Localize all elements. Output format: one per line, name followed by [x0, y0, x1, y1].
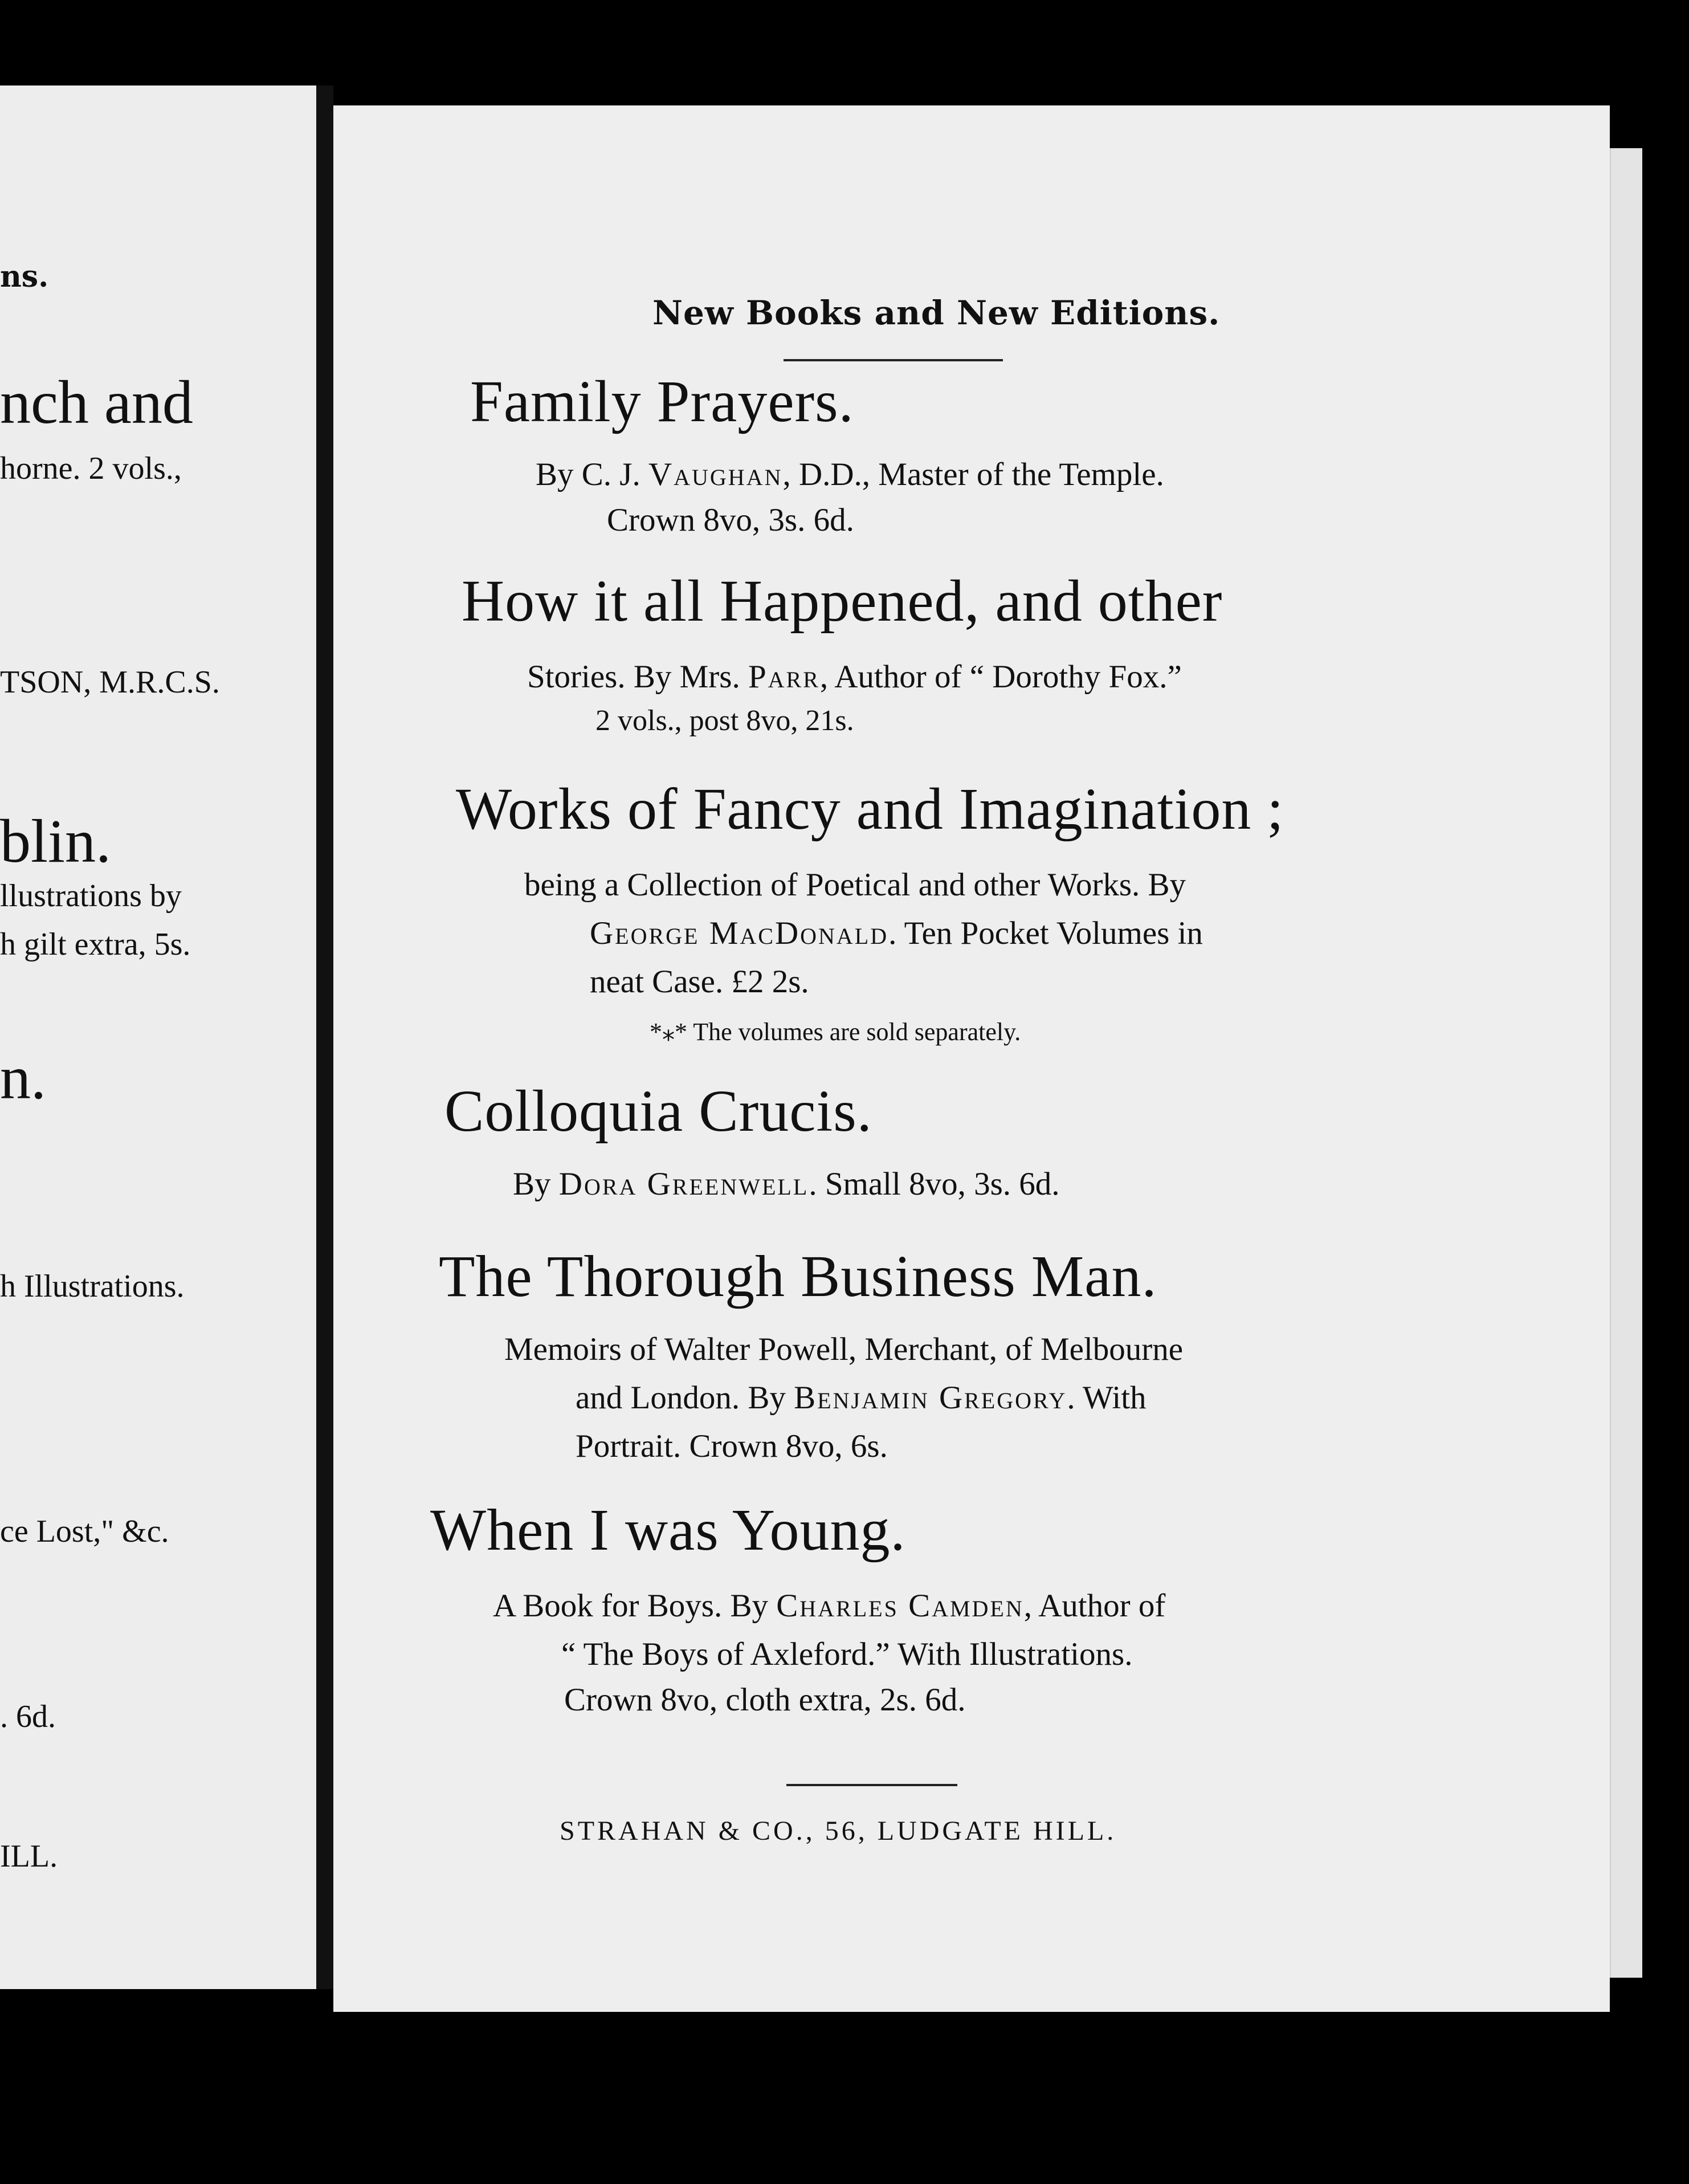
- book-description-line: Crown 8vo, cloth extra, 2s. 6d.: [564, 1682, 966, 1718]
- book-description-line: 2 vols., post 8vo, 21s.: [595, 704, 854, 737]
- book-description-line: Portrait. Crown 8vo, 6s.: [576, 1428, 888, 1464]
- left-fragment: TSON, M.R.C.S.: [0, 665, 220, 700]
- book-description-line: and London. By Benjamin Gregory. With: [576, 1380, 1147, 1416]
- left-fragment: nch and: [0, 369, 193, 437]
- book-description-line: By Dora Greenwell. Small 8vo, 3s. 6d.: [513, 1166, 1060, 1202]
- page-edge-strip: [1610, 148, 1642, 1978]
- left-page: [0, 85, 316, 1989]
- left-fragment: h gilt extra, 5s.: [0, 927, 191, 962]
- left-fragment: ce Lost," &c.: [0, 1514, 169, 1549]
- book-description-line: Memoirs of Walter Powell, Merchant, of Melbourne: [504, 1331, 1184, 1367]
- book-description-line: neat Case. £2 2s.: [590, 964, 809, 1000]
- left-fragment: h Illustrations.: [0, 1269, 185, 1304]
- binding-gutter: [316, 85, 333, 1989]
- left-fragment: horne. 2 vols.,: [0, 451, 182, 486]
- left-fragment: n.: [0, 1044, 46, 1112]
- book-description-line: “ The Boys of Axleford.” With Illustrations.: [561, 1636, 1133, 1672]
- book-note: *⁎* The volumes are sold separately.: [650, 1018, 1021, 1046]
- left-fragment: . 6d.: [0, 1699, 56, 1734]
- right-page: [333, 105, 1610, 2012]
- header-rule: [784, 359, 1003, 361]
- publisher-footer: STRAHAN & CO., 56, LUDGATE HILL.: [560, 1816, 1117, 1846]
- book-title: Family Prayers.: [470, 369, 854, 434]
- book-description-line: Stories. By Mrs. Parr, Author of “ Dorothy Fox.”: [527, 659, 1182, 695]
- left-fragment: blin.: [0, 808, 112, 875]
- book-title: Colloquia Crucis.: [444, 1078, 872, 1144]
- book-description-line: Crown 8vo, 3s. 6d.: [607, 502, 854, 538]
- book-title: The Thorough Business Man.: [439, 1244, 1157, 1309]
- book-title: How it all Happened, and other: [462, 568, 1223, 634]
- book-description-line: being a Collection of Poetical and other Works. By: [524, 867, 1186, 903]
- book-description-line: A Book for Boys. By Charles Camden, Author of: [493, 1588, 1166, 1624]
- left-fragment: ILL.: [0, 1839, 58, 1874]
- left-fragment: llustrations by: [0, 878, 182, 914]
- left-fragment: ns.: [0, 259, 49, 294]
- book-description-line: George MacDonald. Ten Pocket Volumes in: [590, 915, 1203, 951]
- book-description-line: By C. J. Vaughan, D.D., Master of the Temple.: [536, 457, 1164, 492]
- book-title: Works of Fancy and Imagination ;: [456, 776, 1284, 842]
- footer-rule: [786, 1784, 957, 1786]
- page-header: New Books and New Editions.: [652, 294, 1221, 332]
- book-title: When I was Young.: [430, 1497, 906, 1563]
